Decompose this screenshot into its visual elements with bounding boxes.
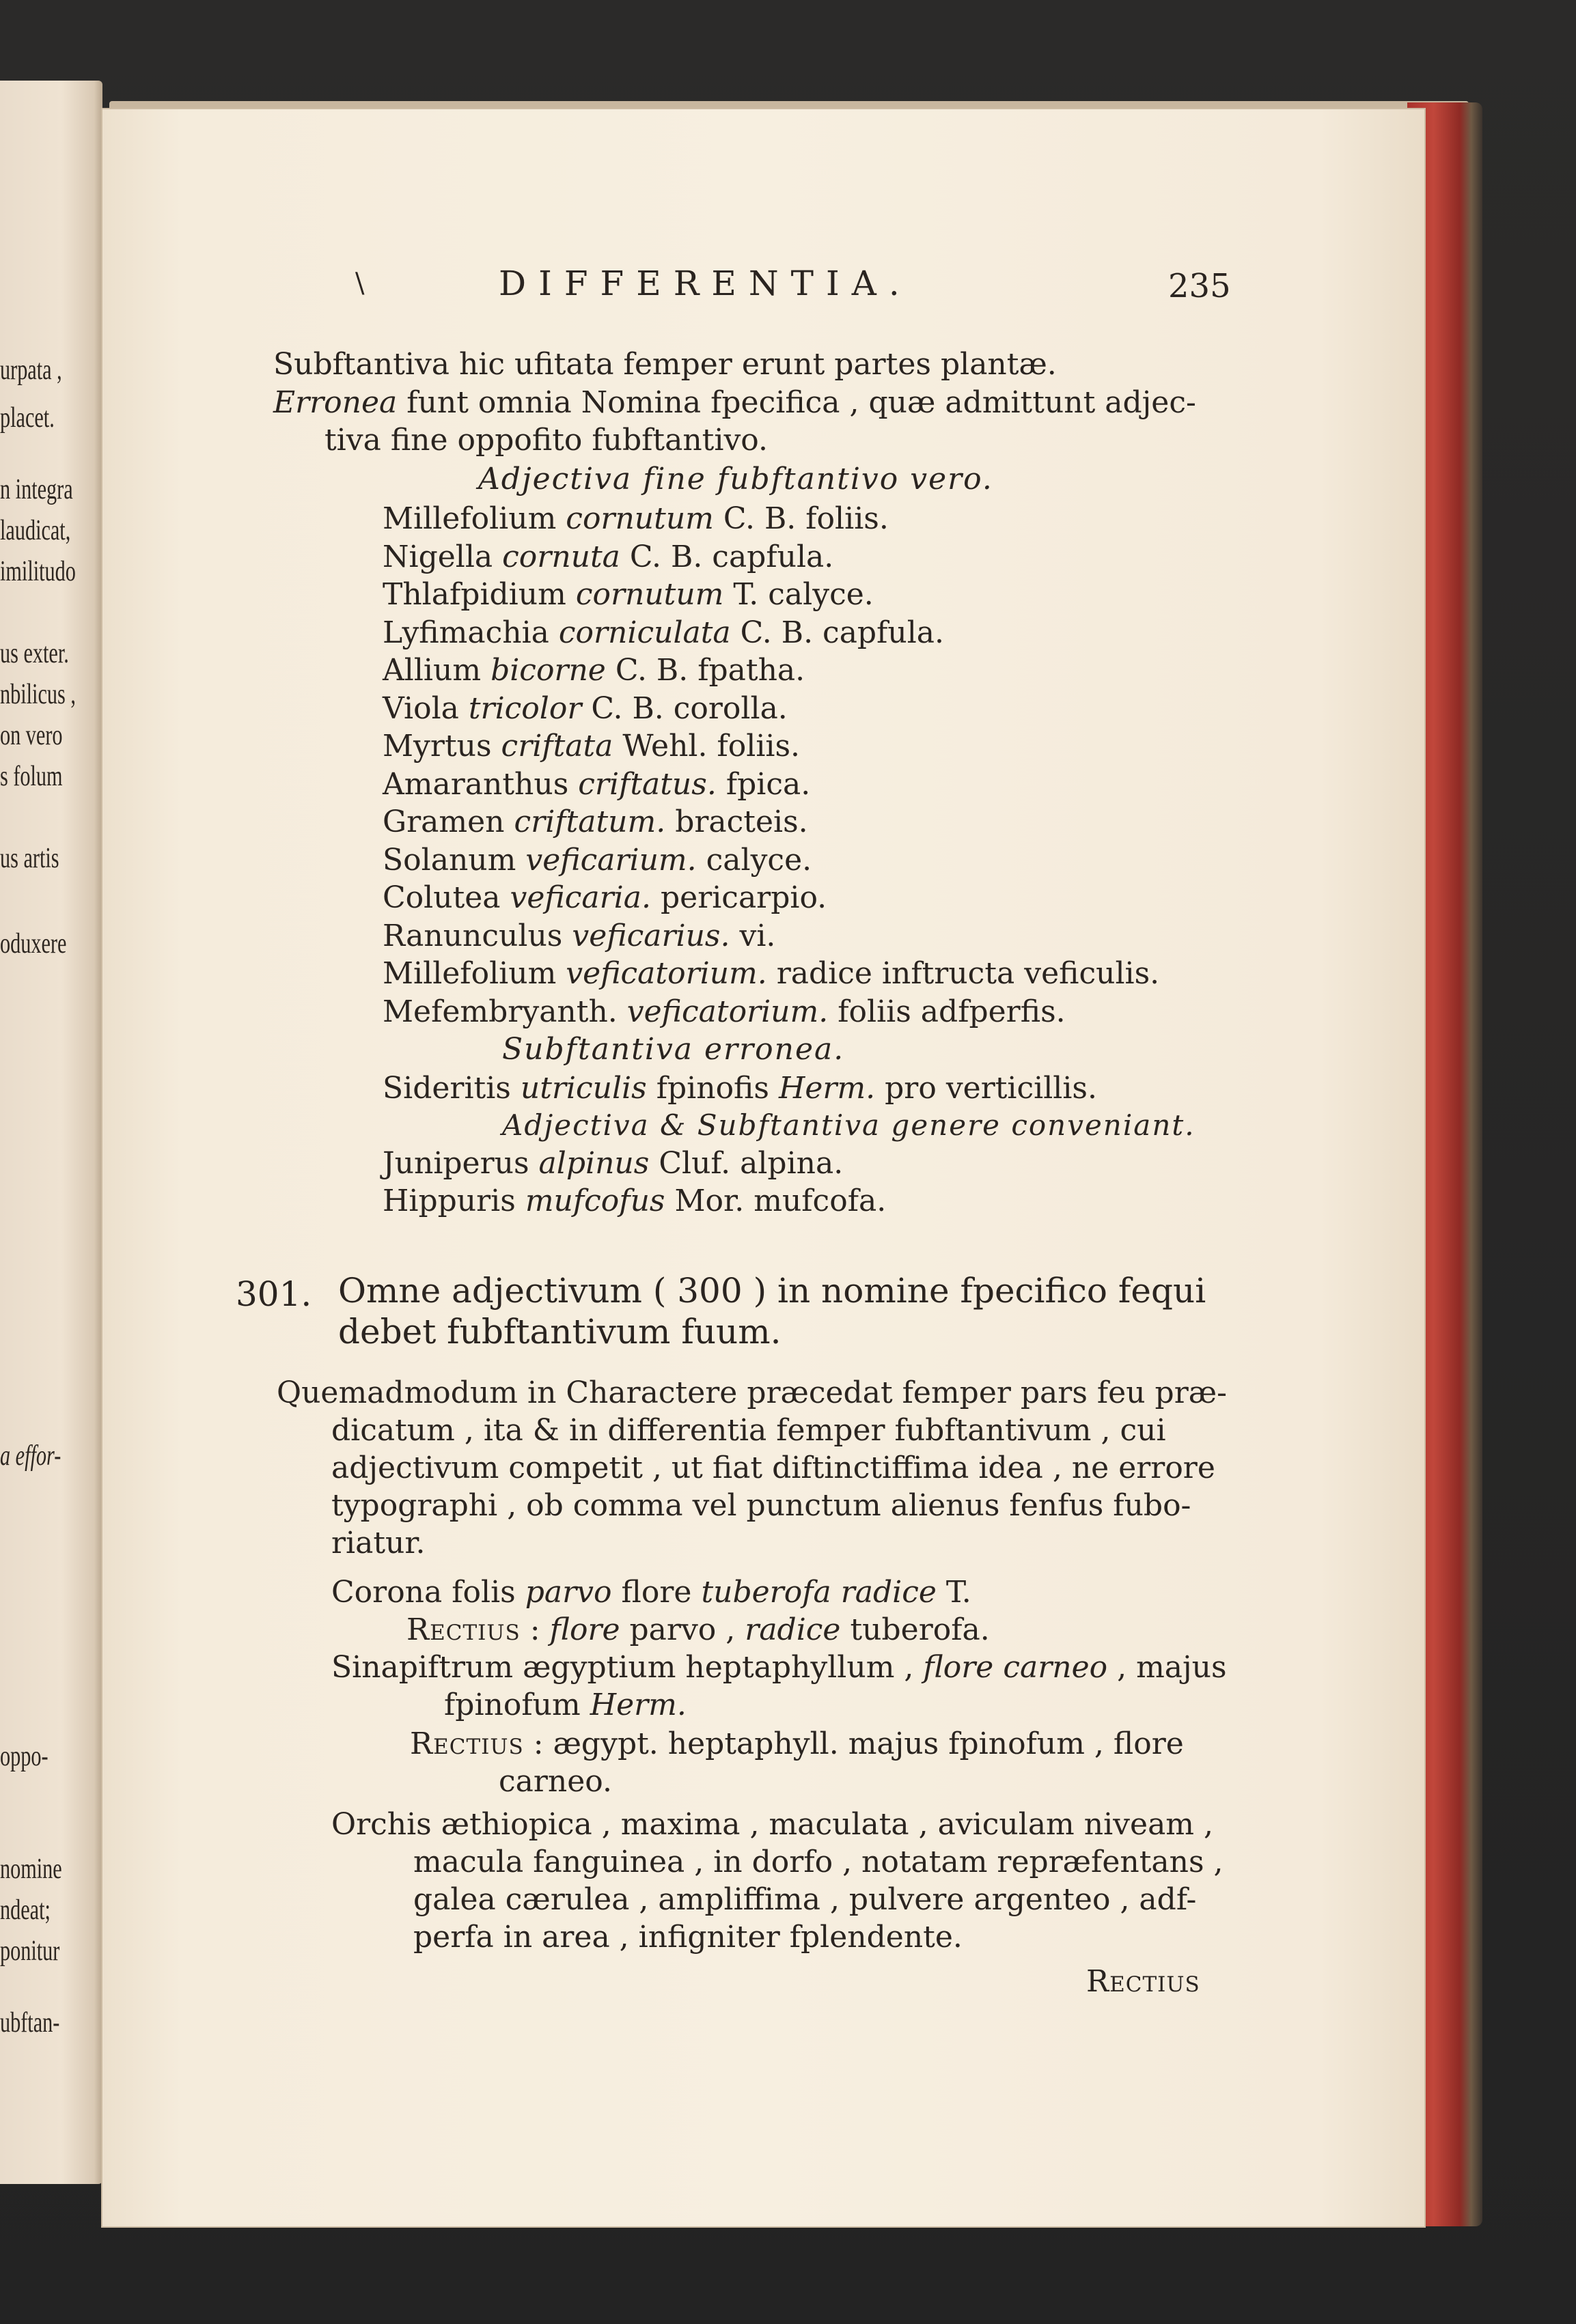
section-heading: Subftantiva erronea. <box>502 1032 845 1067</box>
example-rest: C. B. fpatha. <box>615 653 805 688</box>
example-genus: Solanum <box>383 842 516 878</box>
left-fragment: ponitur <box>0 1935 60 1967</box>
rectius-line: Rectius : flore parvo , radice tuberofa. <box>406 1612 990 1647</box>
example-epithet: cornuta <box>502 539 620 574</box>
example-rest: pericarpio. <box>660 880 827 915</box>
left-fragment: urpata , <box>0 354 62 386</box>
example-line <box>383 577 874 612</box>
intro-line: Subftantiva hic ufitata femper erunt partes plantæ. <box>273 347 1057 382</box>
example-epithet: alpinus <box>538 1146 650 1181</box>
example-genus: Amaranthus <box>383 766 569 802</box>
example-genus: Allium <box>383 653 482 688</box>
example-line <box>383 615 945 650</box>
section-heading: Adjectiva fine fubftantivo vero. <box>478 462 993 496</box>
example-line: Sinapiftrum ægyptium heptaphyllum , flore carneo , majus <box>331 1650 1227 1685</box>
example-epithet: criftata <box>501 729 613 764</box>
previous-page-edge <box>0 81 102 2184</box>
example-line <box>383 842 812 878</box>
example-genus: Gramen <box>383 804 505 839</box>
example-epithet: criftatum. <box>514 804 666 839</box>
left-fragment: oppo- <box>0 1741 49 1772</box>
example-rest: C. B. foliis. <box>723 501 889 536</box>
intro-line: Erronea funt omnia Nomina fpecifica , quæ admittunt adjec- <box>273 385 1196 420</box>
left-fragment: ubftan- <box>0 2007 60 2039</box>
example-epithet: mufcofus <box>525 1184 665 1218</box>
main-page <box>102 109 1424 2226</box>
example-line <box>383 766 811 802</box>
aphorism-line: debet fubftantivum fuum. <box>338 1312 782 1352</box>
example-epithet: veficaria. <box>510 880 651 915</box>
left-fragment: nbilicus , <box>0 679 76 710</box>
left-fragment: oduxere <box>0 928 67 960</box>
example-epithet: veficatorium. <box>626 994 829 1029</box>
example-line: macula fanguinea , in dorfo , notatam repræfentans , <box>413 1845 1224 1879</box>
example-genus: Millefolium <box>383 956 557 991</box>
left-fragment: imilitudo <box>0 556 76 587</box>
example-epithet: veficatorium. <box>566 956 767 991</box>
left-fragment: placet. <box>0 402 55 434</box>
example-rest: fpica. <box>725 766 811 802</box>
example-line <box>383 653 805 688</box>
example-line <box>383 501 889 536</box>
example-line <box>383 729 801 764</box>
example-line <box>383 804 808 839</box>
example-line <box>383 1186 886 1216</box>
example-line <box>383 918 776 953</box>
example-rest: radice inftructa veficulis. <box>776 956 1160 991</box>
example-epithet: veficarius. <box>572 918 730 953</box>
header-mark: \ <box>355 268 365 299</box>
example-rest: Wehl. foliis. <box>622 729 801 764</box>
example-epithet: tricolor <box>468 690 582 726</box>
commentary-line: riatur. <box>331 1526 426 1560</box>
aphorism-line: Omne adjectivum ( 300 ) in nomine fpecifico fequi <box>338 1271 1206 1311</box>
example-genus: Colutea <box>383 880 501 915</box>
commentary-line: typographi , ob comma vel punctum alienus fenfus fubo- <box>331 1488 1191 1523</box>
example-rest: Mor. mufcofa. <box>674 1184 887 1218</box>
rectius-line: carneo. <box>499 1764 612 1799</box>
example-line: perfa in area , infigniter fplendente. <box>413 1920 963 1955</box>
section-heading: Adjectiva & Subftantiva genere conveniant. <box>502 1108 1195 1142</box>
example-line: Corona folis parvo flore tuberofa radice T. <box>331 1575 971 1610</box>
example-genus: Mefembryanth. <box>383 994 618 1029</box>
left-fragment: nomine <box>0 1853 62 1885</box>
example-rest: foliis adfperfis. <box>838 994 1066 1029</box>
left-fragment: on vero <box>0 720 63 751</box>
example-rest: bracteis. <box>675 804 808 839</box>
aphorism-number: 301. <box>236 1274 312 1314</box>
left-fragment: n integra <box>0 474 73 505</box>
example-line <box>383 539 834 574</box>
running-title: DIFFERENTIA. <box>499 264 912 303</box>
example-line <box>383 690 788 726</box>
example-genus: Viola <box>383 690 459 726</box>
left-fragment: a effor- <box>0 1440 61 1472</box>
example-line <box>383 956 1160 991</box>
example-line <box>383 1146 844 1181</box>
example-rest: T. calyce. <box>733 577 874 612</box>
example-rest: C. B. corolla. <box>591 690 788 726</box>
left-fragment: us exter. <box>0 638 69 669</box>
intro-line: tiva fine oppofito fubftantivo. <box>324 423 768 458</box>
example-rest: vi. <box>739 918 776 953</box>
example-line <box>383 994 1066 1029</box>
example-epithet: cornutum <box>575 577 724 612</box>
example-epithet: corniculata <box>558 615 731 650</box>
example-rest: Cluf. alpina. <box>659 1146 844 1181</box>
example-genus: Ranunculus <box>383 918 563 953</box>
catchword: Rectius <box>1086 1964 1200 1999</box>
example-genus: Myrtus <box>383 729 492 764</box>
example-line <box>383 880 827 915</box>
left-fragment: ndeat; <box>0 1894 51 1926</box>
example-rest: calyce. <box>706 842 812 878</box>
example-rest: C. B. capfula. <box>740 615 945 650</box>
example-line: Sideritis utriculis fpinofis Herm. pro verticillis. <box>383 1071 1097 1106</box>
commentary-line: Quemadmodum in Charactere præcedat femper pars feu præ- <box>277 1375 1227 1410</box>
commentary-line: dicatum , ita & in differentia femper fubftantivum , cui <box>331 1413 1166 1448</box>
left-fragment: laudicat, <box>0 515 71 546</box>
left-fragment: s folum <box>0 761 63 792</box>
example-genus: Juniperus <box>383 1146 529 1181</box>
example-epithet: cornutum <box>566 501 714 536</box>
commentary-line: adjectivum competit , ut fiat diftinctiffima idea , ne errore <box>331 1451 1215 1485</box>
example-epithet: criftatus. <box>578 766 717 802</box>
page-number: 235 <box>1168 267 1231 305</box>
example-genus: Thlafpidium <box>383 577 566 612</box>
example-epithet: bicorne <box>490 653 606 688</box>
example-epithet: veficarium. <box>525 842 697 878</box>
example-genus: Millefolium <box>383 501 557 536</box>
example-rest: C. B. capfula. <box>629 539 834 574</box>
example-genus: Nigella <box>383 539 493 574</box>
example-genus: Lyfimachia <box>383 615 549 650</box>
rectius-line: Rectius : ægypt. heptaphyll. majus fpinofum , flore <box>410 1726 1184 1761</box>
example-line: Orchis æthiopica , maxima , maculata , aviculam niveam , <box>331 1807 1213 1842</box>
example-line: fpinofum Herm. <box>444 1688 687 1722</box>
example-genus: Hippuris <box>383 1184 516 1218</box>
left-fragment: us artis <box>0 843 59 874</box>
example-line: galea cærulea , ampliffima , pulvere argenteo , adf- <box>413 1882 1197 1917</box>
